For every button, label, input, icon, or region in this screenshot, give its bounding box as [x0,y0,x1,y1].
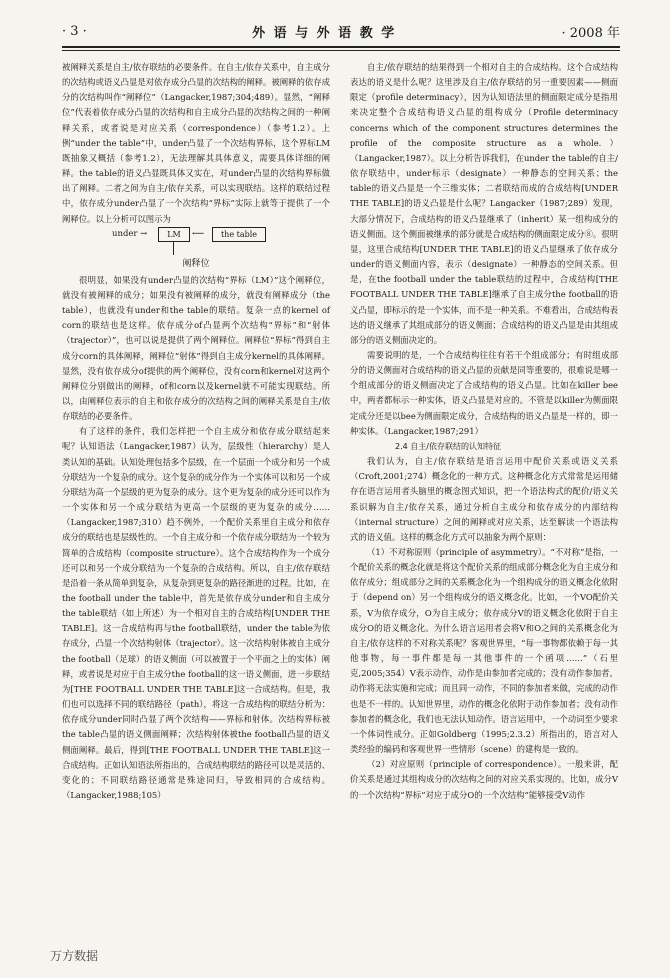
paragraph: （1）不对称原则（principle of asymmetry）。“不对称”是指，一个配价关系的概念化就是将这个配价关系的组成部分概念化为自主成分和依存成分；组成部分之间的关系概念化为一个组构成分的语义概念化依附于（depend on）另一个组构成分的语义概念化。比如，一个VO配价关系，V为依存成分，O为自主成分；依存成分V的语义概念化依附于自主成分O的语义概念化。为什么语言运用者会将V和O之间的关系概念化为自主/依存这样的不对称关系呢？客观世界里，“每一事物都依赖于每一其他事物，每一事件都是每一其他事件的一个函项……”（石里克,2005;354）V表示动作，动作是由参加者完成的；没有动作参加者，动作将无法实施和完成；而且同一动作，不同的参加者来做，完成的动作也是不一样的。认知世界里，动作的概念化依附于动作参加者；没有动作参加者的概念化，我们也无法认知动作。语言运用中，一个动词至少要求一个体词性成分。正如Goldberg（1995;2.3.2）所指出的，语言对人类经验的编码和客观世界一些情形（scene）的建构是一致的。 [350,547,618,755]
left-column [62,60,330,803]
right-column [350,60,618,803]
paragraph: 需要说明的是，一个合成结构往往有若干个组成部分；有时组成部分的语义侧面对合成结构的语义凸显的贡献是同等重要的，很难说是哪一个组成部分的语义侧面决定了合成结构的语义凸显。比如在killer bee中，两者都标示一种实体，语义凸显是对应的。不管是以killer为侧面限定成分还是以bee为侧面限定成分，合成结构的语义凸显是一样的，即一种实体。（Langacker,1987;291） [350,349,618,436]
running-header [62,20,620,42]
paragraph: （2）对应原则（principle of correspondence）。一般来讲，配价关系是通过其组构成分的次结构之间的对应关系实现的。比如，成分V的一个次结构“界标”对应于成分O的一个次结构“能够接受V动作 [350,759,618,800]
paragraph: 我们认为，自主/依存联结是语言运用中配价关系或语义关系（Croft,2001;274）概念化的一种方式。这种概念化方式常常是运用储存在语言运用者头脑里的概念图式知识，把一个语法构式的配价/语义关系识解为自主/依存关系，通过分析自主成分和依存成分的内部结构（internal structure）之间的阐释或对应关系，达至解读一个语法构式的语义值。这样的概念化方式可以抽象为两个原则： [350,456,618,542]
header-rule [62,46,620,48]
diagram-caption: 阐释位 [182,258,210,269]
year-label: · 2008 年 [561,25,620,41]
paragraph: 有了这样的条件，我们怎样把一个自主成分和依存成分联结起来呢？认知语法（Langacker,1987）认为，层级性（hierarchy）是人类认知的基础。认知处理包括多个层级，在一个层面一个成分和另一个成分联结为一个复杂的成分。这个复杂的成分作为一个实体可以和另一个成分联结为高一个层级的更为复杂的成分。这个更为复杂的成分还可以作为一个实体和另一个成分联结为更高一个层级的更为复杂的成分……（Langacker,1987;310）趋不例外，一个配价关系里自主成分和依存成分的联结也是层级性的。一个自主成分和一个依存成分联结为一个较为简单的合成结构（composite structure）。这个合成结构作为一个成分还可以和另一个成分联结为一个复杂的合成结构。所以，自主/依存联结是沿着一条从简单到复杂，从复杂到更复杂的路径渐进的过程。比如，在the football under the table中，首先是依存成分under和自主成分the table联结（如上所述）为一个相对自主的合成结构[UNDER THE TABLE]。这一合成结构再与the football联结，under the table为依存成分，凸显一个次结构射体（trajector）。这一次结构射体被自主成分the football（足球）的语义侧面（可以被置于一个平面之上的实体）阐释，或者说是对应于自主成分the football的这一语义侧面，进一步联结为[THE FOOTBALL UNDER THE TABLE]这一合成结构。但是，我们也可以选择不同的联结路径（path），将这一合成结构的联结分析为：依存成分under同时凸显了两个次结构——界标和射体。次结构界标被the table凸显的语义侧面阐释；次结构射体被the football凸显的语义侧面阐释。最后，得到[THE FOOTBALL UNDER THE TABLE]这一合成结构。正如认知语法所指出的，合成结构联结的路径可以是灵活的、变化的；不同联结路径通常是殊途同归，导致相同的合成结构。（Langacker,1988;105） [62,426,330,801]
watermark: 万方数据 [50,949,99,963]
diagram-table-box: the table [212,227,266,242]
section-heading: 2.4 自主/依存联结的认知特征 [395,441,501,451]
diagram-arrow: ⟵ [192,228,205,239]
diagram-under: under → [112,228,148,239]
paragraph: 很明显，如果没有under凸显的次结构“界标（LM）”这个阐释位，就没有被阐释的成分；如果没有被阐释的成分，就没有阐释成分（the table），也就没有under和the table的联结。复杂一点的kernel of corn的联结也是这样。依存成分of凸显两个次结构“界标”和“射体（trajector）”，也可以说是提供了两个阐释位。阐释位“界标”得到自主成分corn的具体阐释，阐释位“射体”得到自主成分kernel的具体阐释。显然，没有依存成分of提供的两个阐释位，没有corn和kernel对这两个阐释位分别做出的阐释，of和corn以及kernel就不可能实现联结。所以，由阐释位表示的自主和依存成分的次结构之间的阐释关系是自主/依存联结的必要条件。 [62,274,330,422]
diagram-connector [173,241,174,255]
page-number: · 3 · [62,23,87,39]
paragraph: 被阐释关系是自主/依存联结的必要条件。在自主/依存关系中，自主成分的次结构或语义凸显是对依存成分凸显的次结构的阐释。被阐释的依存成分的次结构叫作“阐释位”（Langacker,1987;304;489）。显然，“阐释位”代表着依存成分凸显的次结构和自主成分凸显的次结构之间的一种阐释关系，或者说是对应关系（correspondence）（参考1.2）。上例“under the table”中，under凸显了一个次结构界标，这个界标LM既抽象又概括（参考1.2），无法理解其具体意义，需要具体详细的阐释。the table的语义凸显既具体又实在，对under凸显的次结构界标做出了阐释。二者之间为自主/依存关系，可以实现联结。这样的联结过程中，依存成分under凸显了一个次结构“界标”实际上就等于提供了一个阐释位。以上分析可以图示为 [62,62,330,224]
paragraph: 自主/依存联结的结果得到一个相对自主的合成结构。这个合成结构表达的语义是什么呢？这里涉及自主/依存联结的另一重要因素——侧面限定（profile determinacy），因为认知语法里的侧面限定成分是指用来决定整个合成结构语义凸显的组构成分（Profile determinacy concerns which of the component structures determines the profile of the composite structure as a whole.）（Langacker,1987）。以上分析告诉我们，在under the table的自主/依存联结中，under标示（designate）一种静态的空间关系；the table的语义凸显是一个三维实体；二者联结而成的合成结构[UNDER THE TABLE]的语义凸显是什么呢？Langacker（1987;289）发现，大部分情况下，合成结构的语义凸显继承了（inherit）某一组构成分的语义侧面。这个侧面被继承的部分就是合成结构的侧面限定成分⑧。很明显，这里合成结构[UNDER THE TABLE]的语义凸显继承了依存成分under的语义侧面内容，表示（designate）一种静态的空间关系。但是，在the football under the table联结的过程中，合成结构[THE FOOTBALL UNDER THE TABLE]继承了自主成分the football的语义凸显，即标示的是一个实体，而不是一种关系。不难看出，合成结构表达的语义继承了其组成部分的语义侧面；合成结构的语义凸显是由其组成部分的语义侧面决定的。 [350,62,618,345]
diagram-lm-box: LM [158,227,190,242]
header-rule-thin [62,50,620,51]
elaboration-diagram [62,227,330,273]
journal-title: 外 语 与 外 语 教 学 [252,25,397,41]
